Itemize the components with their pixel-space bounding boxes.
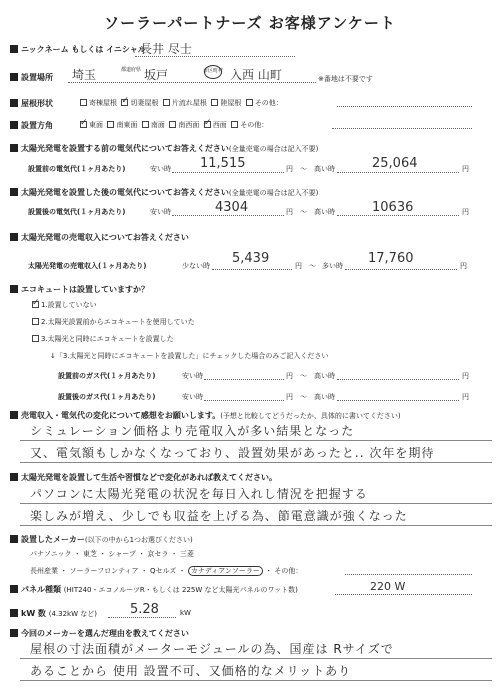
roof-option-0[interactable]: 寄棟屋根 (80, 99, 117, 107)
maker-option-solar-frontier[interactable]: ソーラーフロンティア (69, 567, 139, 575)
maker-option-sharp[interactable]: シャープ (108, 550, 136, 558)
before-low-yen: 円 (286, 165, 293, 173)
city-suffix: 市区町村 (203, 68, 224, 74)
nickname-value[interactable]: 長井 尽士 (140, 42, 192, 56)
gas-before-tilde: 〜 (300, 372, 307, 380)
sales-low-label: 少ない時 (182, 262, 210, 270)
before-high-yen: 円 (462, 165, 469, 173)
before-low-value[interactable]: 11,515 (200, 156, 246, 171)
after-high-label: 高い時 (314, 208, 335, 216)
impression-heading: 売電収入・電気代の変化について感想をお願いします。(予想と比較してどうだったか、具体的に書いてください) (10, 410, 401, 421)
maker-option-toshiba[interactable]: 東芝 (82, 550, 97, 558)
maker-row-1: パナソニック ・ 東芝 ・ シャープ ・ 京セラ ・ 三菱 (30, 550, 194, 558)
nickname-label: ニックネーム もしくは イニシャル (10, 44, 146, 55)
address-pref[interactable]: 埼玉 (72, 68, 97, 82)
impression-line-1[interactable]: 又、電気額もしかなくなっており、設置効果があったと.. 次年を期待 (30, 446, 435, 460)
before-high-value[interactable]: 25,064 (372, 156, 418, 171)
sales-low-value[interactable]: 5,439 (232, 251, 270, 266)
after-heading: 太陽光発電を設置した後の電気代についてお答えください(全量売電の場合は記入不要) (10, 187, 318, 198)
pref-suffix: 都道府県 (121, 67, 142, 73)
sales-heading: 太陽光発電の売電収入についてお答えください (10, 232, 189, 243)
gas-before-high-yen: 円 (462, 372, 469, 380)
maker-option-other[interactable]: その他： (274, 567, 303, 575)
roof-option-2[interactable]: 片流れ屋根 (163, 99, 207, 107)
direction-option-1[interactable]: 南東面 (107, 121, 137, 129)
roof-option-4[interactable]: その他： (246, 99, 283, 107)
sales-tilde: 〜 (309, 262, 316, 270)
address-town[interactable]: 入西 山町 (230, 68, 282, 82)
kw-value[interactable]: 5.28 (130, 602, 159, 617)
before-label: 設置前の電気代(１ヶ月あたり) (28, 165, 126, 173)
maker-option-kyocera[interactable]: 京セラ (147, 550, 169, 558)
panel-value[interactable]: 220 W (370, 580, 406, 593)
panel-heading: パネル種類 (HIT240・エコノルーツR・もしくは 225W など太陽光パネルのワット数) (10, 584, 298, 595)
ecocute-follow-note: ↓「3.太陽光と同時にエコキュートを設置した」にチェックした場合のみご記入ください (50, 352, 329, 360)
maker-heading: 設置したメーカー(以下の中から1つお選びください) (10, 534, 193, 545)
reason-heading: 今回のメーカーを選んだ理由を教えてください (10, 628, 189, 639)
address-label: 設置場所 (10, 72, 53, 83)
direction-option-0[interactable]: ✓ 東面 (80, 121, 103, 129)
address-note: ※番地は不要です (318, 75, 373, 83)
ecocute-option-0[interactable]: ✓1.設置していない (32, 300, 97, 310)
roof-label: 屋根形状 (10, 98, 53, 109)
gas-before-low-yen: 円 (286, 372, 293, 380)
gas-after-low-label: 安い時 (182, 393, 203, 401)
direction-options (80, 120, 268, 130)
before-high-label: 高い時 (314, 165, 335, 173)
kw-unit: kW (180, 609, 191, 617)
maker-option-qcells[interactable]: Qセルズ (150, 567, 177, 575)
direction-option-3[interactable]: 南西面 (169, 121, 199, 129)
maker-option-mitsubishi[interactable]: 三菱 (179, 550, 194, 558)
sales-low-yen: 円 (295, 262, 302, 270)
maker-option-canadian-solar[interactable]: カナディアンソーラー (188, 566, 263, 576)
gas-before-label: 設置前のガス代(１ヶ月あたり) (58, 372, 156, 380)
sales-high-label: 多い時 (322, 262, 343, 270)
before-heading: 太陽光発電を設置する前の電気代についてお答えください(全量売電の場合は記入不要) (10, 143, 318, 154)
reason-line-0[interactable]: 屋根の寸法面積がメーターモジュールの為、国産は Rサイズで (30, 642, 394, 656)
ecocute-option-1[interactable]: 2.太陽光設置前からエコキュートを使用していた (32, 317, 195, 327)
lifestyle-line-0[interactable]: パソコンに太陽光発電の状況を毎日入れし情況を把握する (30, 487, 368, 501)
after-label: 設置後の電気代(１ヶ月あたり) (28, 208, 126, 216)
gas-before-high-label: 高い時 (314, 372, 335, 380)
after-low-value[interactable]: 4304 (215, 200, 249, 215)
lifestyle-line-1[interactable]: 楽しみが増え、少しでも収益を上げる為、節電意識が強くなった (30, 509, 408, 523)
maker-option-choshu[interactable]: 長州産業 (30, 567, 58, 575)
after-tilde: 〜 (300, 208, 307, 216)
roof-option-1[interactable]: ✓ 切妻屋根 (121, 99, 158, 107)
gas-after-label: 設置後のガス代(１ヶ月あたり) (58, 393, 156, 401)
before-tilde: 〜 (300, 165, 307, 173)
page-title: ソーラーパートナーズ お客様アンケート (104, 14, 396, 32)
before-low-label: 安い時 (150, 165, 171, 173)
address-city[interactable]: 坂戸 (144, 68, 169, 82)
lifestyle-heading: 太陽光発電を設置して生活や習慣などで変化があれば教えてください。 (10, 472, 277, 483)
kw-heading: kW 数 (4.32kW など) (10, 608, 97, 619)
sales-label: 太陽光発電の売電収入(１ヶ月あたり) (28, 262, 147, 270)
gas-after-high-label: 高い時 (314, 393, 335, 401)
after-low-yen: 円 (286, 208, 293, 216)
direction-option-5[interactable]: その他： (231, 121, 268, 129)
after-high-value[interactable]: 10636 (372, 200, 414, 215)
gas-before-low-label: 安い時 (182, 372, 203, 380)
gas-after-tilde: 〜 (300, 393, 307, 401)
maker-row-2: 長州産業 ・ ソーラーフロンティア ・ Qセルズ ・ カナディアンソーラー ・ その他： (30, 567, 303, 575)
impression-line-0[interactable]: シミュレーション価格より売電収入が多い結果となった (30, 424, 355, 438)
sales-high-value[interactable]: 17,760 (368, 251, 414, 266)
roof-options (80, 98, 283, 108)
maker-option-panasonic[interactable]: パナソニック (30, 550, 72, 558)
direction-option-2[interactable]: 南面 (142, 121, 165, 129)
gas-after-low-yen: 円 (286, 393, 293, 401)
after-low-label: 安い時 (150, 208, 171, 216)
after-high-yen: 円 (462, 208, 469, 216)
direction-option-4[interactable]: ✓ 西面 (204, 121, 227, 129)
roof-option-3[interactable]: 陸屋根 (211, 99, 241, 107)
reason-line-1[interactable]: あることから 使用 設置不可、又価格的なメリットあり (30, 664, 352, 678)
ecocute-option-2[interactable]: 3.太陽光と同時にエコキュートを設置した (32, 334, 174, 344)
sales-high-yen: 円 (460, 262, 467, 270)
ecocute-heading: エコキュートは設置していますか？ (10, 284, 149, 295)
gas-after-high-yen: 円 (462, 393, 469, 401)
direction-label: 設置方角 (10, 120, 53, 131)
